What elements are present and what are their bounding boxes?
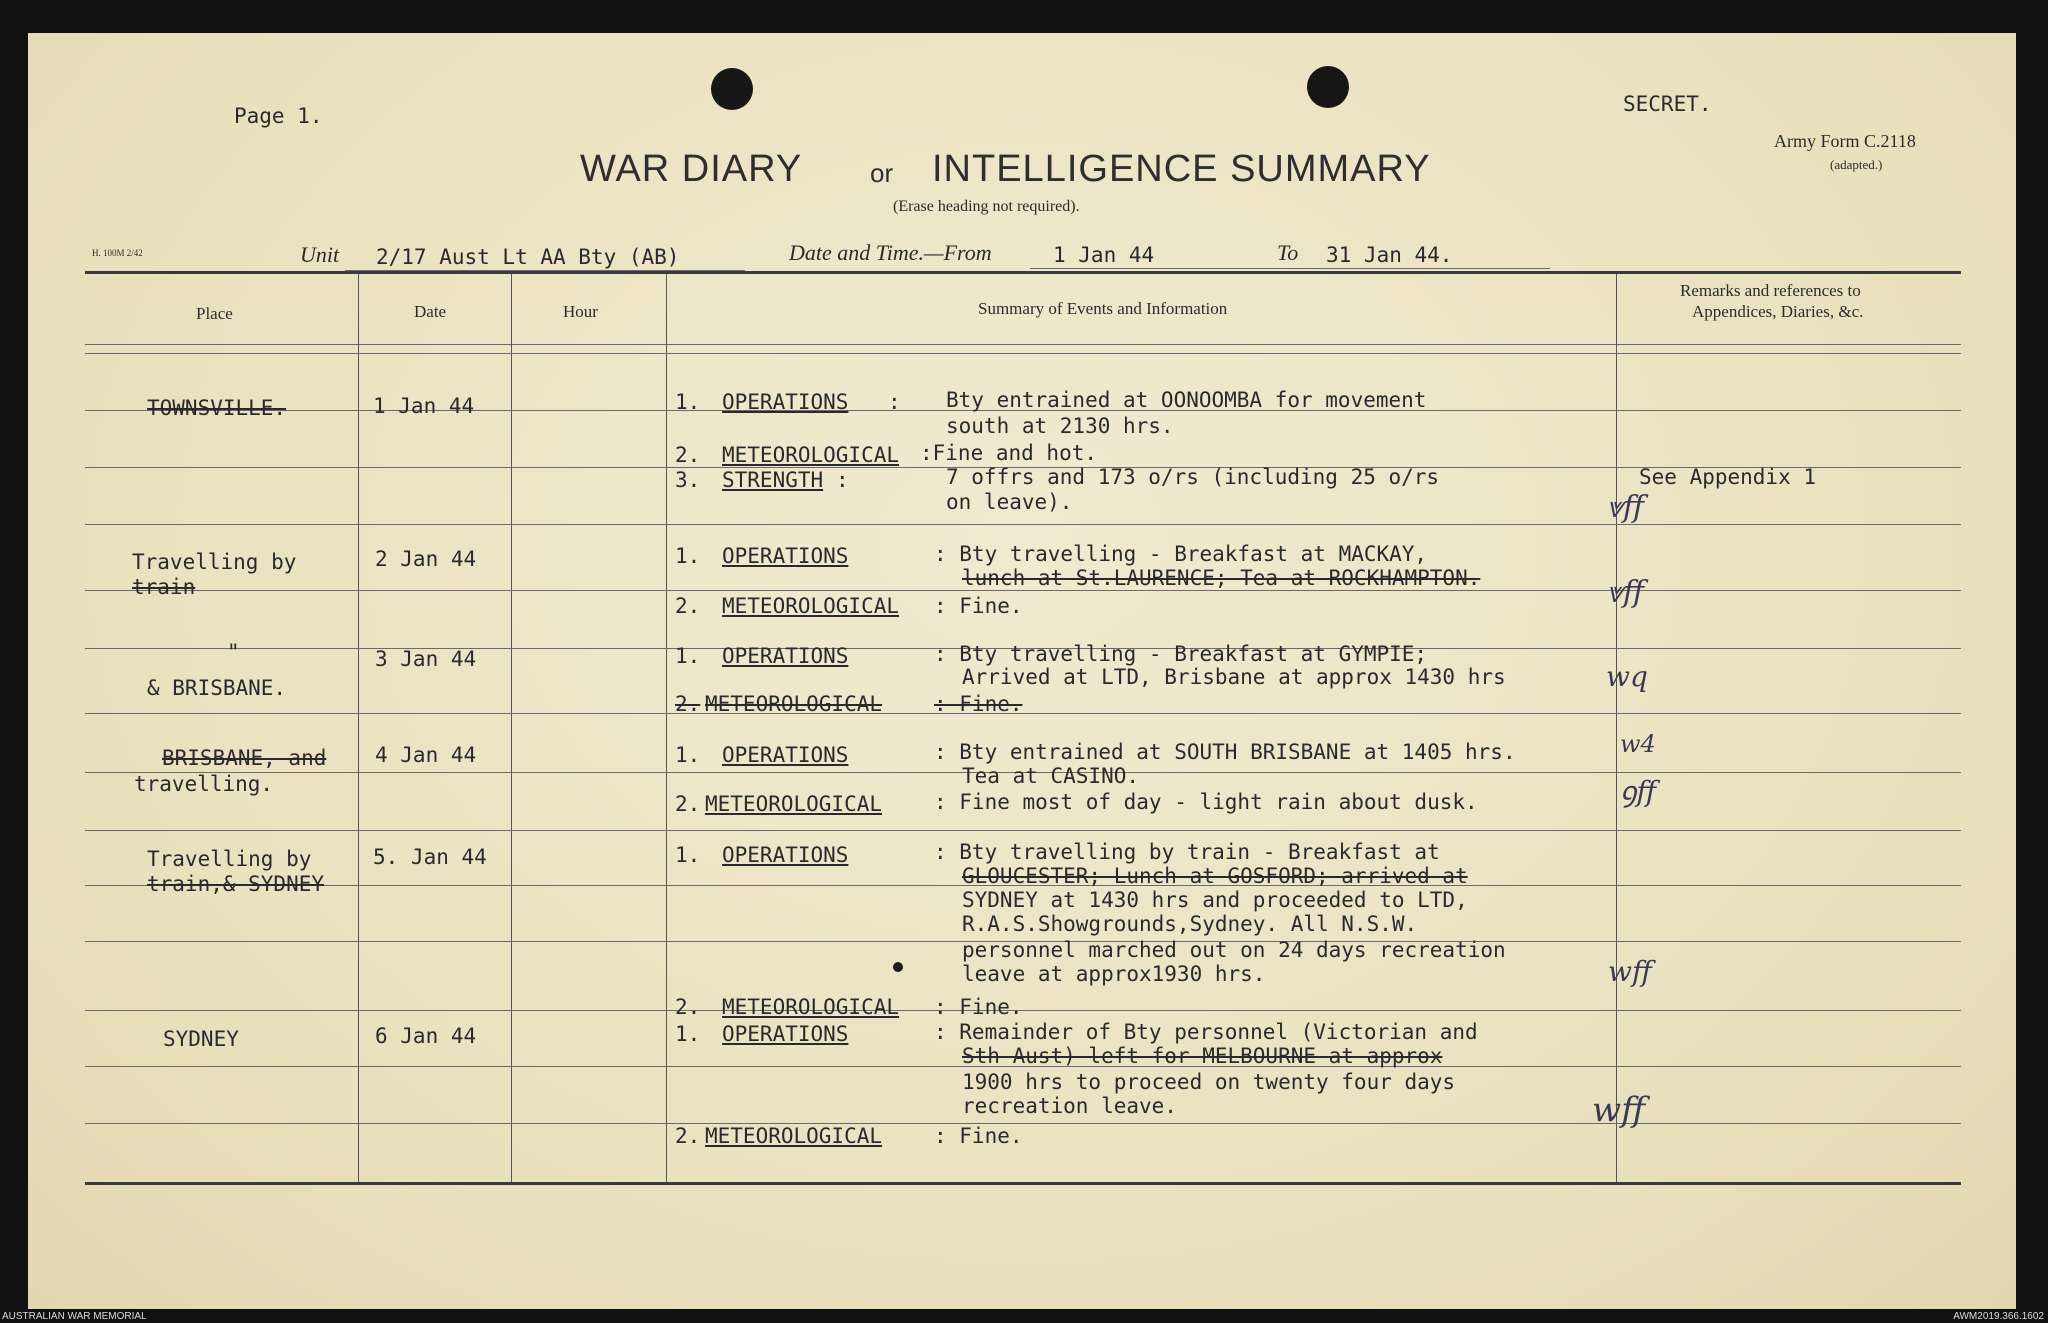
entry-number: 1. (675, 390, 701, 414)
col-header-hour: Hour (563, 302, 598, 321)
date-cell: 1 Jan 44 (373, 394, 475, 418)
entry-number: 1. (675, 743, 701, 767)
entry-text: 7 offrs and 173 o/rs (including 25 o/rs (946, 465, 1440, 489)
place-cell: Travelling by (147, 847, 312, 871)
table-top-border (85, 271, 1961, 274)
initials-signature: wq (1606, 660, 1648, 693)
entry-text: : Fine. (934, 995, 1023, 1019)
entry-heading-meteorological: METEOROLOGICAL (722, 594, 900, 618)
initials-signature: wff (1608, 955, 1652, 988)
to-value: 31 Jan 44. (1326, 243, 1453, 267)
entry-text: Arrived at LTD, Brisbane at approx 1430 hrs (962, 665, 1506, 689)
title-war-diary: WAR DIARY (580, 148, 803, 190)
date-cell: 2 Jan 44 (375, 547, 477, 571)
entry-number: 2. (675, 692, 701, 716)
col-header-date: Date (414, 302, 447, 321)
entry-heading-meteorological: METEOROLOGICAL (705, 792, 883, 816)
classification-label: SECRET. (1623, 92, 1712, 116)
punch-hole-right (1307, 66, 1349, 108)
entry-heading-operations: OPERATIONS (722, 644, 849, 668)
date-cell: 4 Jan 44 (375, 743, 477, 767)
entry-text: :Fine and hot. (920, 441, 1098, 465)
punch-hole-left (711, 68, 753, 110)
entry-text: : Fine. (934, 594, 1023, 618)
title-intelligence-summary: INTELLIGENCE SUMMARY (932, 148, 1431, 190)
entry-heading-operations: OPERATIONS (722, 544, 849, 568)
entry-number: 1. (675, 843, 701, 867)
place-cell: train,& SYDNEY (147, 872, 325, 896)
ruled-line (85, 1123, 1961, 1124)
entry-text: lunch at St.LAURENCE; Tea at ROCKHAMPTON. (962, 566, 1481, 590)
ruled-line (85, 830, 1961, 831)
initials-signature: ꝯff (1620, 775, 1657, 808)
entry-text: : Fine most of day - light rain about dusk. (934, 790, 1478, 814)
entry-number: 2. (675, 443, 701, 467)
initials-signature: ⩔ff (1606, 575, 1645, 610)
subtitle: (Erase heading not required). (893, 198, 1080, 215)
col-header-summary: Summary of Events and Information (978, 299, 1228, 318)
ruled-line (85, 590, 1961, 591)
to-label: To (1277, 240, 1299, 265)
entry-separator: : (888, 390, 901, 414)
entry-number: 2. (675, 995, 701, 1019)
place-cell: SYDNEY (163, 1027, 239, 1051)
page-label: Page 1. (234, 104, 323, 128)
entry-number: 2. (675, 1124, 701, 1148)
ruled-line (85, 1010, 1961, 1011)
ruled-line (85, 524, 1961, 525)
entry-number: 2. (675, 594, 701, 618)
ink-spot (893, 962, 903, 972)
entry-number: 2. (675, 792, 701, 816)
remark-cell: See Appendix 1 (1639, 465, 1817, 489)
col-header-remarks-1: Remarks and references to (1680, 281, 1861, 300)
entry-heading-meteorological: METEOROLOGICAL (705, 692, 883, 716)
entry-text: Tea at CASINO. (962, 764, 1140, 788)
place-cell: TOWNSVILLE. (147, 396, 287, 420)
entry-text: : Bty entrained at SOUTH BRISBANE at 1405 hrs. (934, 740, 1516, 764)
entry-text: : Fine. (934, 1124, 1023, 1148)
entry-text: Bty entrained at OONOOMBA for movement (946, 388, 1427, 412)
form-code: H. 100M 2/42 (92, 248, 143, 258)
table-bottom-border (85, 1182, 1961, 1185)
army-form-label: Army Form C.2118 (1774, 131, 1916, 151)
entry-text: R.A.S.Showgrounds,Sydney. All N.S.W. (962, 912, 1418, 936)
initials-signature: ⩔ff (1606, 490, 1645, 525)
ruled-line (85, 713, 1961, 714)
entry-heading-strength: STRENGTH (722, 468, 824, 492)
from-value: 1 Jan 44 (1053, 243, 1155, 267)
entry-text: : Remainder of Bty personnel (Victorian and (934, 1020, 1478, 1044)
entry-number: 1. (675, 1022, 701, 1046)
entry-text: Sth Aust) left for MELBOURNE at approx (962, 1044, 1443, 1068)
entry-text: 1900 hrs to proceed on twenty four days (962, 1070, 1456, 1094)
army-form-note: (adapted.) (1830, 157, 1883, 172)
entry-text: leave at approx1930 hrs. (962, 962, 1266, 986)
col-header-place: Place (196, 304, 233, 323)
entry-heading-operations: OPERATIONS (722, 390, 849, 414)
initials-signature: w4 (1620, 730, 1656, 758)
unit-value: 2/17 Aust Lt AA Bty (AB) (376, 245, 680, 269)
entry-text: : Bty travelling - Breakfast at GYMPIE; (934, 642, 1428, 666)
entry-number: 3. (675, 468, 701, 492)
initials-signature: wff (1592, 1090, 1646, 1130)
entry-heading-operations: OPERATIONS (722, 743, 849, 767)
date-cell: 3 Jan 44 (375, 647, 477, 671)
header-bottom-border (85, 344, 1961, 345)
entry-separator: : (836, 468, 849, 492)
col-header-remarks-2: Appendices, Diaries, &c. (1692, 302, 1864, 321)
entry-heading-operations: OPERATIONS (722, 843, 849, 867)
place-cell: " (227, 640, 240, 664)
place-cell: & BRISBANE. (147, 676, 287, 700)
entry-number: 1. (675, 544, 701, 568)
unit-label: Unit (300, 242, 340, 267)
ruled-line (85, 353, 1961, 354)
entry-text: : Fine. (934, 692, 1023, 716)
place-cell: Travelling by (132, 550, 297, 574)
entry-heading-meteorological: METEOROLOGICAL (705, 1124, 883, 1148)
footer-accession-number: AWM2019.366.1602 (1953, 1311, 2044, 1322)
entry-text: GLOUCESTER; Lunch at GOSFORD; arrived at (962, 864, 1468, 888)
entry-text: personnel marched out on 24 days recreation (962, 938, 1506, 962)
place-cell: train (132, 575, 196, 599)
entry-text: : Bty travelling - Breakfast at MACKAY, (934, 542, 1428, 566)
entry-text: on leave). (946, 490, 1073, 514)
date-time-label: Date and Time.—From (789, 240, 992, 265)
place-cell: travelling. (134, 772, 274, 796)
entry-number: 1. (675, 644, 701, 668)
entry-text: : Bty travelling by train - Breakfast at (934, 840, 1440, 864)
entry-heading-meteorological: METEOROLOGICAL (722, 443, 900, 467)
entry-heading-meteorological: METEOROLOGICAL (722, 995, 900, 1019)
footer-institution: AUSTRALIAN WAR MEMORIAL (2, 1311, 147, 1322)
entry-text: south at 2130 hrs. (946, 414, 1174, 438)
entry-text: recreation leave. (962, 1094, 1177, 1118)
place-cell: BRISBANE, and (162, 746, 327, 770)
entry-text: SYDNEY at 1430 hrs and proceeded to LTD, (962, 888, 1468, 912)
entry-heading-operations: OPERATIONS (722, 1022, 849, 1046)
date-cell: 5. Jan 44 (373, 845, 487, 869)
title-or: or (870, 158, 894, 188)
date-cell: 6 Jan 44 (375, 1024, 477, 1048)
date-underline (1030, 268, 1550, 269)
